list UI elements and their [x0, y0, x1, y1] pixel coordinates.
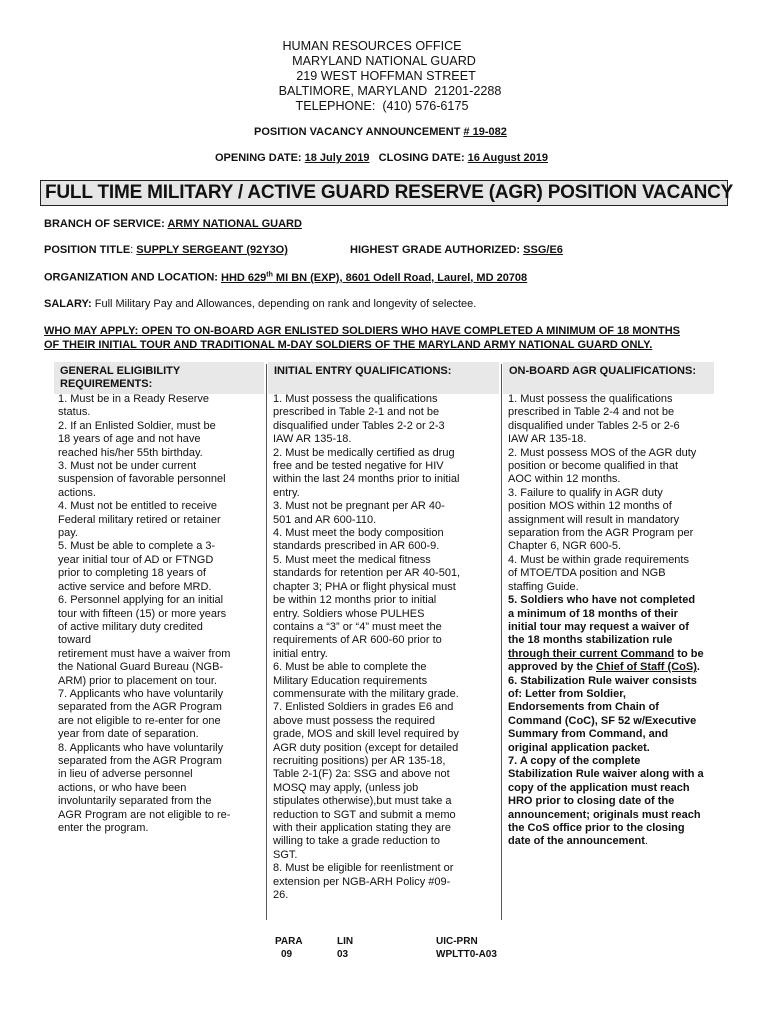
list-line: assignment will result in mandatory: [508, 513, 680, 526]
onboard-agr-heading: ON-BOARD AGR QUALIFICATIONS:: [503, 362, 714, 394]
list-line: stipulates otherwise),but must take a: [273, 795, 452, 808]
list-line: 4. Must be within grade requirements: [508, 553, 689, 566]
list-line: Military Education requirements: [273, 674, 428, 687]
list-line: prescribed in Table 2-4 and not be: [508, 406, 675, 419]
opening-date: 18 July 2019: [304, 152, 370, 164]
list-line: 8. Applicants who have voluntarily: [58, 741, 224, 754]
list-line: 3. Must not be under current: [58, 460, 197, 473]
office-unit: MARYLAND NATIONAL GUARD: [292, 54, 476, 68]
general-eligibility-list: [58, 393, 264, 835]
list-line: position or become qualified in that: [508, 460, 678, 473]
list-line: with their application stating they are: [273, 822, 451, 834]
column-divider: [266, 364, 267, 920]
list-line: Summary from Command, and: [508, 728, 669, 741]
list-line: tour with fifteen (15) or more years: [58, 607, 227, 620]
list-line: willing to take a grade reduction to: [273, 835, 440, 848]
dates-line: OPENING DATE: 18 July 2019 CLOSING DATE: 16 August 2019: [215, 152, 548, 164]
list-line: of MTOE/TDA position and NGB: [508, 567, 666, 580]
list-line: IAW AR 135-18.: [508, 433, 587, 446]
list-line: actions.: [58, 486, 96, 499]
vacancy-banner-title: FULL TIME MILITARY / ACTIVE GUARD RESERVE (AGR) POSITION VACANCY: [45, 182, 734, 203]
list-line: 7. A copy of the complete: [508, 754, 641, 767]
list-line: the CoS office prior to the closing: [508, 822, 685, 834]
list-line: 1. Must possess the qualifications: [273, 393, 438, 405]
list-line: year initial tour of AD or FTNGD: [58, 553, 214, 566]
list-line: 18 years of age and not have: [58, 433, 201, 446]
list-line: 6. Stabilization Rule waiver consists: [508, 674, 697, 687]
list-line: 5. Must meet the medical fitness: [273, 553, 431, 566]
list-line: suspension of favorable personnel: [58, 473, 226, 486]
list-line: 1. Must be in a Ready Reserve: [58, 393, 210, 405]
list-line: 5. Must be able to complete a 3-: [58, 540, 216, 553]
list-line: in lieu of adverse personnel: [58, 768, 193, 781]
list-line: 8. Must be eligible for reenlistment or: [273, 862, 454, 875]
list-line: position MOS within 12 months of: [508, 500, 672, 513]
branch-of-service: BRANCH OF SERVICE: ARMY NATIONAL GUARD: [44, 218, 302, 230]
list-line: are not eligible to re-enter for one: [58, 714, 221, 727]
office-name: HUMAN RESOURCES OFFICE: [282, 39, 462, 53]
list-line: chapter 3; PHA or flight physical must: [273, 580, 456, 593]
list-line: 7. Applicants who have voluntarily: [58, 687, 224, 700]
list-line: commensurate with the military grade.: [273, 687, 459, 700]
list-line: contains a “3” or “4” must meet the: [273, 620, 442, 633]
list-line: 3. Must not be pregnant per AR 40-: [273, 500, 445, 513]
list-line: extension per NGB-ARH Policy #09-: [273, 875, 451, 888]
office-address-block: [0, 39, 770, 114]
list-line: 2. If an Enlisted Soldier, must be: [58, 419, 216, 432]
list-line: separated from the AGR Program: [58, 754, 222, 767]
list-line: standards prescribed in AR 600-9.: [273, 540, 440, 553]
onboard-agr-list: [508, 393, 718, 849]
list-line: status.: [58, 406, 91, 419]
initial-entry-list: [273, 393, 499, 902]
list-line: date of the announcement.: [508, 835, 648, 848]
list-line: recruiting positions) per AR 135-18,: [273, 754, 446, 767]
para-code: PARA 09: [275, 936, 303, 960]
list-line: enter the program.: [58, 822, 149, 834]
list-line: 2. Must possess MOS of the AGR duty: [508, 446, 697, 459]
closing-date: 16 August 2019: [467, 152, 548, 164]
list-line: 5. Soldiers who have not completed: [508, 594, 696, 607]
list-line: 501 and AR 600-110.: [273, 513, 377, 526]
list-line: of: Letter from Soldier,: [508, 687, 626, 700]
list-line: Federal military retired or retainer: [58, 513, 221, 526]
list-line: of active military duty credited: [58, 620, 203, 633]
list-line: disqualified under Tables 2-2 or 2-3: [273, 419, 445, 432]
list-line: Endorsements from Chain of: [508, 701, 659, 714]
list-line: approved by the Chief of Staff (CoS).: [508, 661, 700, 674]
list-line: pay.: [58, 527, 78, 540]
list-line: 2. Must be medically certified as drug: [273, 446, 455, 459]
organization-location: ORGANIZATION AND LOCATION: HHD 629th MI BN (EXP), 8601 Odell Road, Laurel, MD 20708: [44, 271, 528, 284]
list-line: entry.: [273, 486, 300, 499]
list-line: 26.: [273, 889, 289, 902]
list-line: toward: [58, 634, 92, 647]
list-line: SGT.: [273, 848, 298, 861]
highest-grade: HIGHEST GRADE AUTHORIZED: SSG/E6: [350, 244, 563, 256]
list-line: retirement must have a waiver from: [58, 647, 231, 660]
list-line: through their current Command to be: [508, 647, 704, 660]
list-line: Table 2-1(F) 2a: SSG and above not: [273, 768, 450, 781]
column-divider: [501, 364, 502, 920]
list-line: AGR Program are not eligible to re-: [58, 808, 231, 821]
list-line: staffing Guide.: [508, 580, 579, 593]
list-line: IAW AR 135-18.: [273, 433, 352, 446]
list-line: above must possess the required: [273, 714, 436, 727]
office-street: 219 WEST HOFFMAN STREET: [296, 69, 476, 83]
list-line: copy of the application must reach: [508, 781, 690, 794]
list-line: Command (CoC), SF 52 w/Executive: [508, 714, 697, 727]
list-line: be within 12 months prior to initial: [273, 594, 437, 607]
office-city: BALTIMORE, MARYLAND 21201-2288: [278, 84, 502, 98]
list-line: requirements of AR 600-60 prior to: [273, 634, 442, 647]
list-line: reduction to SGT and submit a memo: [273, 808, 456, 821]
list-line: prior to completing 18 years of: [58, 567, 206, 580]
announcement-number-line: POSITION VACANCY ANNOUNCEMENT # 19-082: [254, 126, 507, 138]
list-line: 6. Must be able to complete the: [273, 661, 427, 674]
list-line: 6. Personnel applying for an initial: [58, 594, 224, 607]
list-line: initial tour may request a waiver of: [508, 620, 689, 633]
list-line: separated from the AGR Program: [58, 701, 222, 714]
initial-entry-heading: INITIAL ENTRY QUALIFICATIONS:: [268, 362, 499, 394]
salary: SALARY: Full Military Pay and Allowances, depending on rank and longevity of selectee.: [44, 298, 477, 310]
general-eligibility-heading: GENERAL ELIGIBILITY REQUIREMENTS:: [54, 362, 264, 394]
who-may-apply: WHO MAY APPLY: OPEN TO ON-BOARD AGR ENLISTED SOLDIERS WHO HAVE COMPLETED A MINIMUM OF 18 MONTHS OF THEIR INITIAL TOUR AND TRADITIONAL M-DAY SOLDIERS OF THE MARYLAND ARMY NATIONAL GUARD ONLY.: [44, 325, 680, 351]
list-line: grade, MOS and skill level required by: [273, 728, 459, 741]
list-line: HRO prior to closing date of the: [508, 795, 675, 808]
list-line: announcement; originals must reach: [508, 808, 701, 821]
list-line: the 18 months stabilization rule: [508, 634, 673, 647]
list-line: within the last 24 months prior to initial: [273, 473, 460, 486]
list-line: Chapter 6, NGR 600-5.: [508, 540, 622, 553]
list-line: involuntarily separated from the: [58, 795, 212, 808]
list-line: initial entry.: [273, 647, 328, 660]
list-line: original application packet.: [508, 741, 650, 754]
position-title: POSITION TITLE: SUPPLY SERGEANT (92Y3O): [44, 244, 288, 256]
list-line: MOSQ may apply, (unless job: [273, 781, 419, 794]
list-line: the National Guard Bureau (NGB-: [58, 661, 224, 674]
list-line: separation from the AGR Program per: [508, 527, 694, 540]
list-line: AOC within 12 months.: [508, 473, 621, 486]
list-line: disqualified under Tables 2-5 or 2-6: [508, 419, 680, 432]
list-line: active service and before MRD.: [58, 580, 212, 593]
list-line: reached his/her 55th birthday.: [58, 446, 203, 459]
list-line: AGR duty position (except for detailed: [273, 741, 459, 754]
vacancy-banner: [40, 180, 734, 206]
list-line: actions, or who have been: [58, 781, 187, 794]
list-line: 4. Must meet the body composition: [273, 527, 444, 540]
list-line: free and be tested negative for HIV: [273, 460, 444, 473]
uic-prn-code: UIC-PRN WPLTT0-A03: [436, 936, 497, 960]
announcement-number: # 19-082: [463, 126, 507, 138]
list-line: ARM) prior to placement on tour.: [58, 674, 217, 687]
list-line: entry. Soldiers whose PULHES: [273, 607, 425, 620]
list-line: 7. Enlisted Soldiers in grades E6 and: [273, 701, 454, 714]
list-line: year from date of separation.: [58, 728, 199, 741]
list-line: a minimum of 18 months of their: [508, 607, 678, 620]
list-line: 1. Must possess the qualifications: [508, 393, 673, 405]
lin-code: LIN 03: [337, 936, 354, 960]
list-line: standards for retention per AR 40-501,: [273, 567, 461, 580]
list-line: prescribed in Table 2-1 and not be: [273, 406, 440, 419]
list-line: 4. Must not be entitled to receive: [58, 500, 217, 513]
list-line: 3. Failure to qualify in AGR duty: [508, 486, 663, 499]
office-telephone: TELEPHONE: (410) 576-6175: [295, 99, 469, 113]
list-line: Stabilization Rule waiver along with a: [508, 768, 704, 781]
